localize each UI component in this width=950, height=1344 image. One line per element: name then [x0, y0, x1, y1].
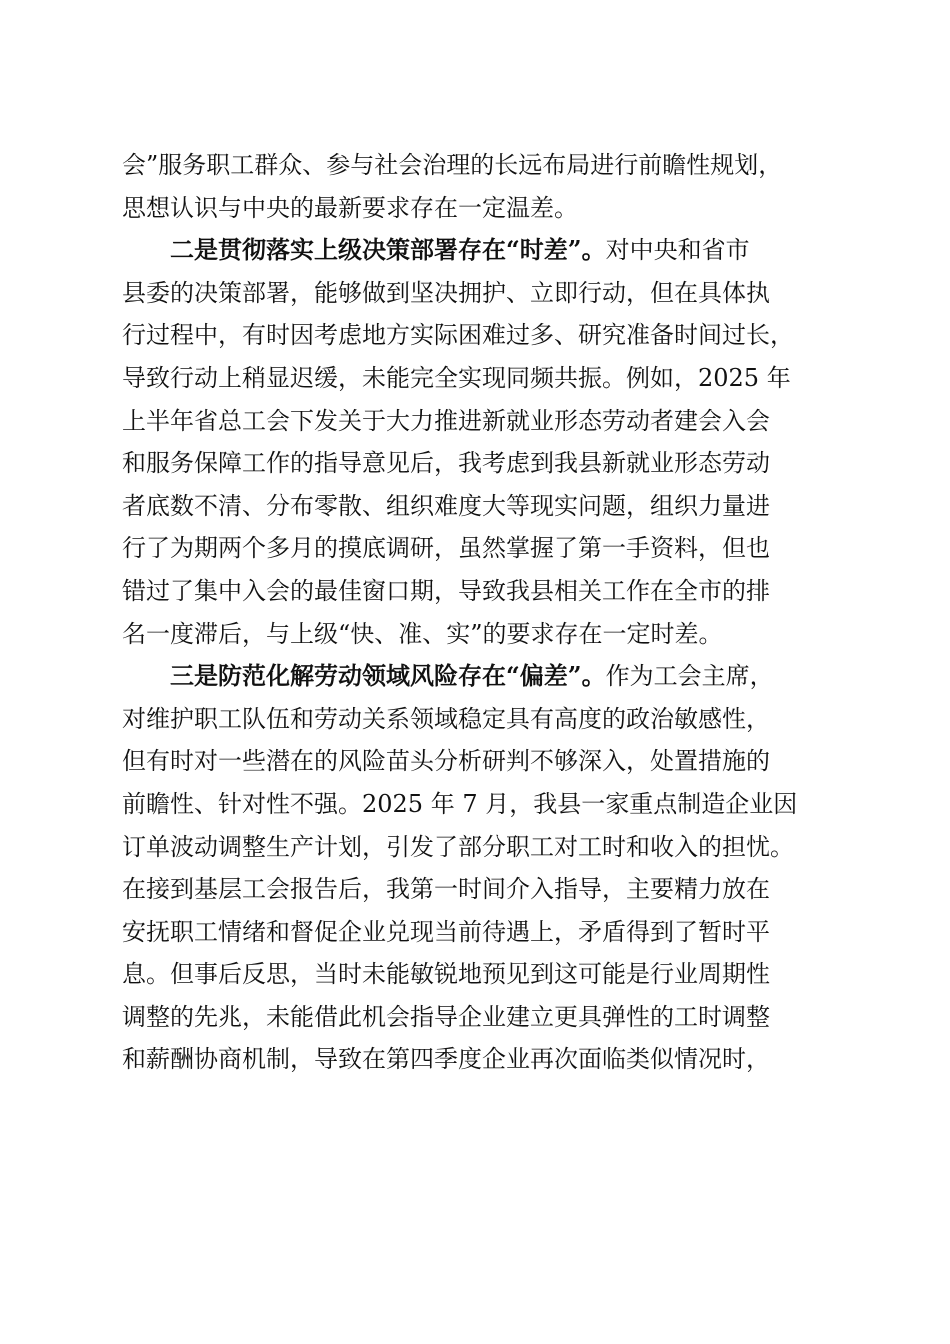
- text-line: 对维护职工队伍和劳动关系领域稳定具有高度的政治敏感性，: [122, 704, 770, 733]
- text-line: 名一度滞后，与上级“快、准、实”的要求存在一定时差。: [122, 619, 723, 648]
- text-line: 行了为期两个多月的摸底调研，虽然掌握了第一手资料，但也: [122, 534, 770, 563]
- text-line: 上半年省总工会下发关于大力推进新就业形态劳动者建会入会: [122, 406, 770, 435]
- text-line: 思想认识与中央的最新要求存在一定温差。: [122, 193, 578, 222]
- paragraph-start-line: [122, 229, 834, 272]
- text-line: 前瞻性、针对性不强。2025 年 7 月，我县一家重点制造企业因: [122, 789, 798, 818]
- text-line: 在接到基层工会报告后，我第一时间介入指导，主要精力放在: [122, 875, 770, 904]
- text-line: 息。但事后反思，当时未能敏锐地预见到这可能是行业周期性: [122, 960, 770, 989]
- text-line: 但有时对一些潜在的风险苗头分析研判不够深入，处置措施的: [122, 747, 770, 776]
- text-run: 对中央和省市: [605, 236, 750, 265]
- body-text: [122, 144, 834, 1081]
- text-line: 县委的决策部署，能够做到坚决拥护、立即行动，但在具体执: [122, 278, 770, 307]
- text-line: 者底数不清、分布零散、组织难度大等现实问题，组织力量进: [122, 491, 770, 520]
- text-line: 安抚职工情绪和督促企业兑现当前待遇上，矛盾得到了暂时平: [122, 917, 770, 946]
- text-line: 会”服务职工群众、参与社会治理的长远布局进行前瞻性规划，: [122, 151, 783, 179]
- text-line: 行过程中，有时因考虑地方实际困难过多、研究准备时间过长，: [122, 321, 794, 350]
- text-line: 错过了集中入会的最佳窗口期，导致我县相关工作在全市的排: [122, 576, 770, 605]
- text-line: 和薪酬协商机制，导致在第四季度企业再次面临类似情况时，: [122, 1045, 770, 1074]
- text-line: 订单波动调整生产计划，引发了部分职工对工时和收入的担忧。: [122, 832, 794, 861]
- paragraph-heading: 三是防范化解劳动领域风险存在“偏差”。: [170, 661, 606, 691]
- paragraph-heading: 二是贯彻落实上级决策部署存在“时差”。: [170, 235, 606, 265]
- text-line: 和服务保障工作的指导意见后，我考虑到我县新就业形态劳动: [122, 449, 770, 478]
- paragraph-start-line: [122, 655, 834, 698]
- text-run: 作为工会主席，: [605, 662, 774, 691]
- text-line: 导致行动上稍显迟缓，未能完全实现同频共振。例如，2025 年: [122, 363, 791, 392]
- text-line: 调整的先兆，未能借此机会指导企业建立更具弹性的工时调整: [122, 1002, 770, 1031]
